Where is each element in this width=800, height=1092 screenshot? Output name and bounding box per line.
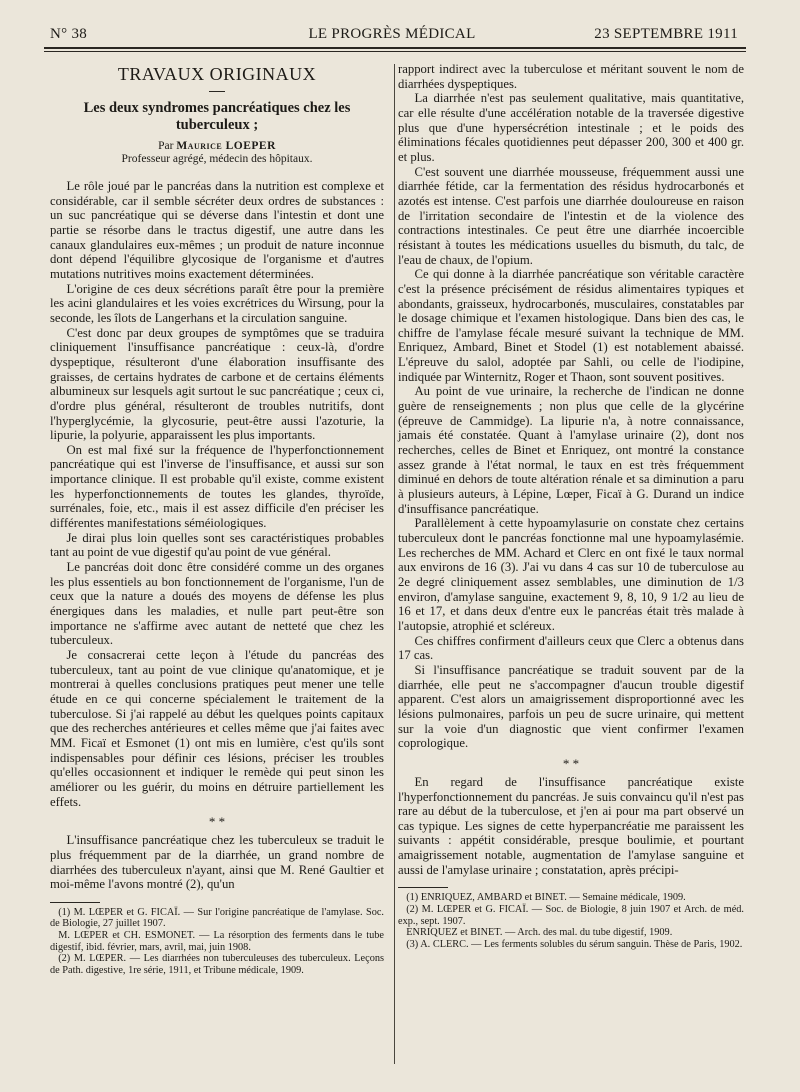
title-dash — [209, 91, 225, 92]
left-column — [50, 62, 384, 976]
right-column — [398, 62, 744, 950]
byline — [50, 140, 384, 153]
article-title: Les deux syndromes pancréatiques chez les tuberculeux ; — [83, 100, 351, 133]
issue-date: 23 SEPTEMBRE 1911 — [594, 26, 738, 42]
header-rule-thin — [44, 51, 746, 52]
paragraph: Le pancréas doit donc être considéré comme un des organes les plus essentiels au bon fonctionnement de l'organisme, l'un de ceux que la nature a doués des moyens de défense les plus énergiques dans les maladies, et nulle part peut-être son importance ne s'affirme avec autant de netteté que chez les tuberculeux. — [50, 560, 384, 648]
footnotes-left — [50, 907, 384, 977]
footnote: ENRIQUEZ et BINET. — Arch. des mal. du tube digestif, 1909. — [406, 927, 673, 939]
paragraph: La diarrhée n'est pas seulement qualitative, mais quantitative, car elle résulte d'une accélération notable de la traversée digestive plus que d'une hypersécrétion intestinale ; et le poids des éliminations fécales quotidiennes peut dépasser 200, 300 et 400 gr. et plus. — [398, 91, 744, 164]
author-name: Maurice LOEPER — [176, 140, 276, 152]
footnote-rule — [50, 902, 100, 903]
journal-title: LE PROGRÈS MÉDICAL — [308, 26, 476, 42]
author-affiliation: Professeur agrégé, médecin des hôpitaux. — [121, 153, 313, 165]
paragraph: Au point de vue urinaire, la recherche de l'indican ne donne guère de renseignements ; non plus que celle de la glycérine (épreuve de Cammidge). La lipurie n'a, à notre connaissance, jamais été constatée. Quant à l'amylase urinaire (2), dont nos recherches, celles de Binet et Enriquez, ont montré la constance assez grande à l'état normal, le taux en est très fréquemment diminué en dehors de toute altération rénale et sa diminution a paru à plusieurs auteurs, à Lépine, Lœper, Ficaï à G. Durand un indice d'insuffisance pancréatique. — [398, 384, 744, 516]
paragraph: L'origine de ces deux sécrétions paraît être pour la première les acini glandulaires et les voies excrétrices du Wirsung, pour la seconde, les îlots de Langerhans et la circulation sanguine. — [50, 281, 384, 325]
paragraph: Ces chiffres confirment d'ailleurs ceux que Clerc a obtenus dans 17 cas. — [398, 633, 744, 663]
byline-prefix: Par — [158, 140, 174, 152]
footnote-rule — [398, 887, 448, 888]
issue-number: N° 38 — [50, 26, 88, 42]
footnote: (2) M. LŒPER. — Les diarrhées non tuberculeuses des tuberculeux. Leçons de Path. digestive, 1re série, 1911, et Tribune médicale, 1909. — [50, 953, 384, 976]
page-header — [42, 26, 742, 46]
section-separator-stars: * * — [208, 814, 226, 830]
footnote: M. LŒPER et CH. ESMONET. — La résorption des ferments dans le tube digestif, ibid. février, mars, avril, mai, juin 1908. — [50, 930, 384, 953]
paragraph: Je consacrerai cette leçon à l'étude du pancréas des tuberculeux, tant au point de vue clinique qu'anatomique, et je montrerai à quelles conclusions pratiques peut mener une telle étude en ce qui concerne spécialement le traitement de la tuberculose. Si j'ai rappelé au début les quelques points capitaux que des recherches antérieures et celles même que j'ai faites avec MM. Ficaï et Esmonet (1) ont mis en lumière, c'est qu'ils sont indispensables pour définir ces lésions, préciser les troubles qu'elles occasionnent et indiquer le remède qui peut sinon les améliorer ou les guérir, du moins en détruire partiellement les effets. — [50, 648, 384, 809]
paragraph: Parallèlement à cette hypoamylasurie on constate chez certains tuberculeux dont le pancréas fonctionne mal une hypoamylasémie. Les recherches de MM. Achard et Clerc en ont fixé le taux normal aux environs de 16 (3). J'ai vu dans 4 cas sur 10 de tuberculose au 2e degré cliniquement assez semblables, une diminution de 1/3 environ, d'amylase sanguine, exactement 9, 8, 10, 9 1/2 au lieu de 16 et 17, et dans deux d'entre eux le pancréas était très malade à l'autopsie, atrophié et scléreux. — [398, 516, 744, 633]
footnotes-right — [398, 892, 744, 950]
footnote: (2) M. LŒPER et G. FICAÏ. — Soc. de Biologie, 8 juin 1907 et Arch. de méd. exp., sept. 1907. — [398, 904, 744, 927]
paragraph: Si l'insuffisance pancréatique se traduit souvent par de la diarrhée, elle peut ne s'accompagner d'aucun trouble digestif apparent. C'est alors un amaigrissement disproportionné avec les lésions pulmonaires, parfois un peu de sucre urinaire, qui mettent sur la voie d'un diagnostic que vient confirmer l'examen coprologique. — [398, 662, 744, 751]
paragraph: C'est souvent une diarrhée mousseuse, fréquemment aussi une diarrhée fétide, car la fermentation des résidus hydrocarbonés et azotés est intense. C'est parfois une diarrhée douloureuse en raison de l'irritation secondaire de l'intestin et de la violence des contractions intestinales. Ce peut être une diarrhée incoercible résistant à toutes les médications usuelles du bismuth, du talc, de l'eau de chaux, de l'opium. — [398, 164, 744, 267]
paragraph: rapport indirect avec la tuberculose et méritant souvent le nom de diarrhées dyspeptiques. — [398, 62, 744, 91]
footnote: (1) ENRIQUEZ, AMBARD et BINET. — Semaine médicale, 1909. — [406, 892, 686, 904]
paragraph: En regard de l'insuffisance pancréatique existe l'hyperfonctionnement du pancréas. Je suis convaincu qu'il n'est pas rare au début de la tuberculose, et j'en ai pour ma part observé un cas typique. Les signes de cette hyperpancréatie me paraissent les suivants : appétit considérable, presque boulimie, et pourtant amaigrissement notable, augmentation de l'amylase sanguine et aussi de l'amylase urinaire ; constatation, après précipi- — [398, 774, 744, 877]
paragraph: C'est donc par deux groupes de symptômes que se traduira cliniquement l'insuffisance pancréatique : ceux-là, d'ordre dyspeptique, résulteront d'une élaboration insuffisante des graisses, de certains hydrates de carbone et de certains éléments albumineux sur lesquels agit surtout le suc pancréatique ; ceux ci, d'ordre plus général, résulteront de troubles nutritifs, dont l'hyperglycémie, la glycosurie, peut-être aussi l'azoturie, la lipurie, la polyurie, apparaissent les plus importants. — [50, 325, 384, 443]
section-title: TRAVAUX ORIGINAUX — [117, 64, 317, 84]
section-separator-stars: * * — [562, 755, 580, 771]
paragraph: Je dirai plus loin quelles sont ses caractéristiques probables tant au point de vue digestif qu'au point de vue général. — [50, 530, 384, 560]
header-rule — [44, 47, 746, 49]
paragraph: Ce qui donne à la diarrhée pancréatique son véritable caractère c'est la présence précisément de résidus alimentaires typiques et abondants, graisseux, hydrocarbonés, musculaires, constatables par le dosage chimique et l'examen histologique. Dans bien des cas, le chiffre de l'amylase fécale mesuré suivant la technique de MM. Enriquez, Ambard, Binet et Stodel (1) est notablement abaissé. L'épreuve du salol, adoptée par Sahli, ou celle de l'iodipine, indiquée par Winternitz, Roger et Thaon, sont souvent positives. — [398, 267, 744, 384]
paragraph: Le rôle joué par le pancréas dans la nutrition est complexe et considérable, car il semble sécréter deux ordres de substances : un suc pancréatique qui se déverse dans l'intestin et dont une partie se résorbe dans le tractus digestif, une autre dans les canaux glandulaires eux-mêmes ; un produit de nature inconnue dont dépend l'équilibre glycosique de l'organisme et d'autres mutations nutritives moins exactement déterminées. — [50, 179, 384, 281]
paragraph: L'insuffisance pancréatique chez les tuberculeux se traduit le plus fréquemment par de la diarrhée, un grand nombre de diarrhées des tuberculeux n'ayant, ainsi que M. René Gaultier et moi-même l'avons montré (2), qu'un — [50, 833, 384, 892]
footnote: (1) M. LŒPER et G. FICAÏ. — Sur l'origine pancréatique de l'amylase. Soc. de Biologie, 27 juillet 1907. — [50, 906, 384, 930]
column-divider — [394, 64, 395, 1064]
footnote: (3) A. CLERC. — Les ferments solubles du sérum sanguin. Thèse de Paris, 1902. — [406, 938, 743, 950]
paragraph: On est mal fixé sur la fréquence de l'hyperfonctionnement pancréatique qui est l'inverse de l'insuffisance, et aussi sur son importance clinique. Il est probable qu'il existe, comme existent les hyperfonctionnements de toutes les glandes, thyroïde, surrénales, foie, etc., mais il est assez difficile d'en préciser les différentes manifestations séméiologiques. — [50, 442, 384, 531]
